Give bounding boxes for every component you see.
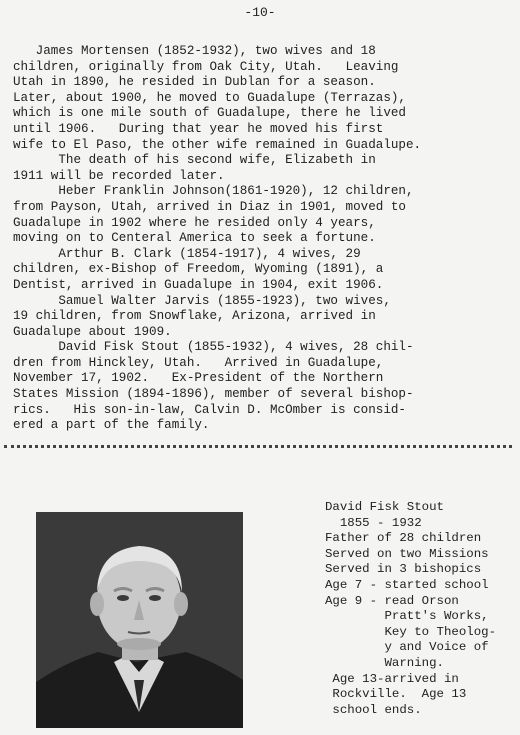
caption-line: Key to Theolog- — [325, 624, 497, 639]
caption-line: y and Voice of — [325, 640, 489, 655]
text-line: Later, about 1900, he moved to Guadalupe (Terrazas), — [13, 90, 406, 105]
portrait-photo — [36, 512, 243, 728]
text-line: children, originally from Oak City, Utah. Leaving — [13, 59, 399, 74]
text-line: States Mission (1894-1896), member of several bishop- — [13, 387, 414, 402]
text-line: until 1906. During that year he moved his first — [13, 121, 384, 136]
caption-line: Pratt's Works, — [325, 609, 489, 624]
caption-line: David Fisk Stout — [325, 500, 444, 514]
text-line: Heber Franklin Johnson(1861-1920), 12 children, — [13, 184, 414, 199]
caption-line: Age 9 - read Orson — [325, 593, 459, 608]
text-line: children, ex-Bishop of Freedom, Wyoming (1891), a — [13, 262, 384, 277]
text-line: Arthur B. Clark (1854-1917), 4 wives, 29 — [13, 246, 361, 261]
caption-line: Warning. — [325, 655, 444, 670]
caption-line: Father of 28 children — [325, 531, 482, 546]
text-line: which is one mile south of Guadalupe, there he lived — [13, 106, 406, 121]
text-line: Guadalupe in 1902 where he resided only 4 years, — [13, 215, 376, 230]
text-line: Guadalupe about 1909. — [13, 324, 172, 339]
text-line: ered a part of the family. — [13, 418, 210, 433]
text-line: from Payson, Utah, arrived in Diaz in 1901, moved to — [13, 199, 406, 214]
text-line: wife to El Paso, the other wife remained in Guadalupe. — [13, 137, 422, 152]
caption-line: Age 13-arrived in — [325, 671, 459, 686]
text-line: Dentist, arrived in Guadalupe in 1904, exit 1906. — [13, 277, 384, 292]
text-line: 19 children, from Snowflake, Arizona, arrived in — [13, 309, 376, 324]
text-line: Utah in 1890, he resided in Dublan for a season. — [13, 75, 376, 90]
body-text — [13, 44, 513, 434]
text-line: 1911 will be recorded later. — [13, 168, 225, 183]
text-line: November 17, 1902. Ex-President of the Northern — [13, 371, 384, 386]
caption-line: Served on two Missions — [325, 546, 489, 561]
caption-line: Rockville. Age 13 — [325, 687, 467, 702]
text-line: David Fisk Stout (1855-1932), 4 wives, 28 chil- — [13, 340, 414, 355]
page-number: -10- — [244, 5, 276, 20]
text-line: The death of his second wife, Elizabeth in — [13, 153, 376, 168]
text-line: dren from Hinckley, Utah. Arrived in Guadalupe, — [13, 355, 384, 370]
dotted-separator — [4, 445, 512, 448]
caption-line: 1855 - 1932 — [325, 515, 422, 530]
photo-caption — [325, 500, 520, 718]
text-line: moving on to Centeral America to seek a fortune. — [13, 231, 376, 246]
caption-line: school ends. — [325, 702, 422, 717]
text-line: James Mortensen (1852-1932), two wives and 18 — [13, 44, 376, 58]
caption-line: Served in 3 bishopics — [325, 562, 482, 577]
text-line: rics. His son-in-law, Calvin D. McOmber is consid- — [13, 402, 406, 417]
caption-line: Age 7 - started school — [325, 577, 489, 592]
text-line: Samuel Walter Jarvis (1855-1923), two wives, — [13, 293, 391, 308]
